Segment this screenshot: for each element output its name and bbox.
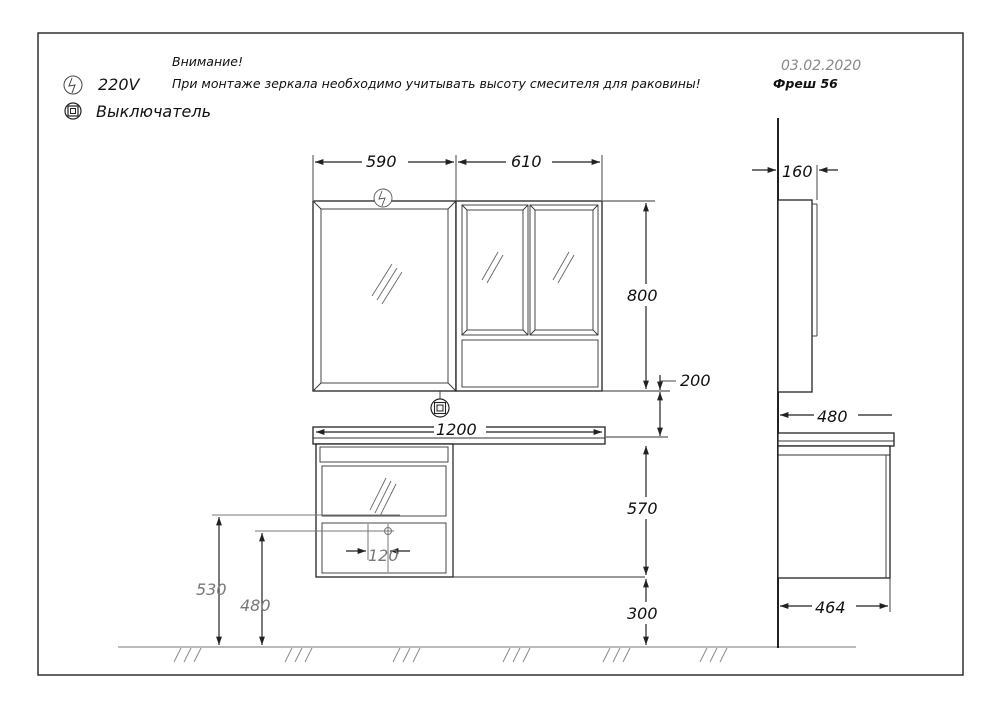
dim-590 (313, 150, 602, 200)
dim-300-label: 300 (627, 604, 658, 623)
countertop (313, 420, 605, 444)
drawing-date: 03.02.2020 (781, 58, 862, 74)
power-label: 220V (98, 75, 140, 94)
dim-160-label: 160 (782, 162, 813, 181)
floor-line (118, 647, 856, 662)
vanity-cabinet (316, 444, 645, 577)
left-mirror (313, 201, 456, 391)
side-cabinet (778, 433, 894, 578)
dim-610-label: 610 (511, 152, 542, 171)
mirror-switch-icon (431, 391, 449, 417)
switch-label: Выключатель (96, 102, 212, 121)
dim-300 (624, 579, 668, 645)
dim-570 (624, 446, 668, 575)
light-power-icon (374, 189, 392, 207)
dim-160 (752, 160, 838, 200)
model-name: Фреш 56 (773, 76, 838, 91)
dim-464 (780, 578, 890, 617)
dim-1200-label: 1200 (436, 420, 477, 439)
attention-title: Внимание! (172, 54, 243, 69)
right-mirror-cabinet (456, 201, 602, 391)
dim-464-label: 464 (815, 598, 846, 617)
power-outlet-icon (64, 76, 82, 94)
mounting-warning: При монтаже зеркала необходимо учитывать высоту смесителя для раковины! (172, 76, 701, 91)
dim-800-label: 800 (627, 286, 658, 305)
dim-120-label: 120 (368, 546, 399, 565)
dim-800 (602, 201, 670, 391)
dim-610 (458, 150, 600, 171)
dim-480-pipe-label: 480 (240, 596, 271, 615)
switch-icon (65, 103, 81, 119)
dim-480-side (780, 405, 892, 426)
dim-590-label: 590 (366, 152, 397, 171)
dim-570-label: 570 (627, 499, 658, 518)
dim-200-label: 200 (680, 371, 711, 390)
side-mirror (778, 200, 817, 392)
dim-530-label: 530 (196, 580, 227, 599)
dim-200 (606, 371, 711, 437)
dim-480-side-label: 480 (817, 407, 848, 426)
